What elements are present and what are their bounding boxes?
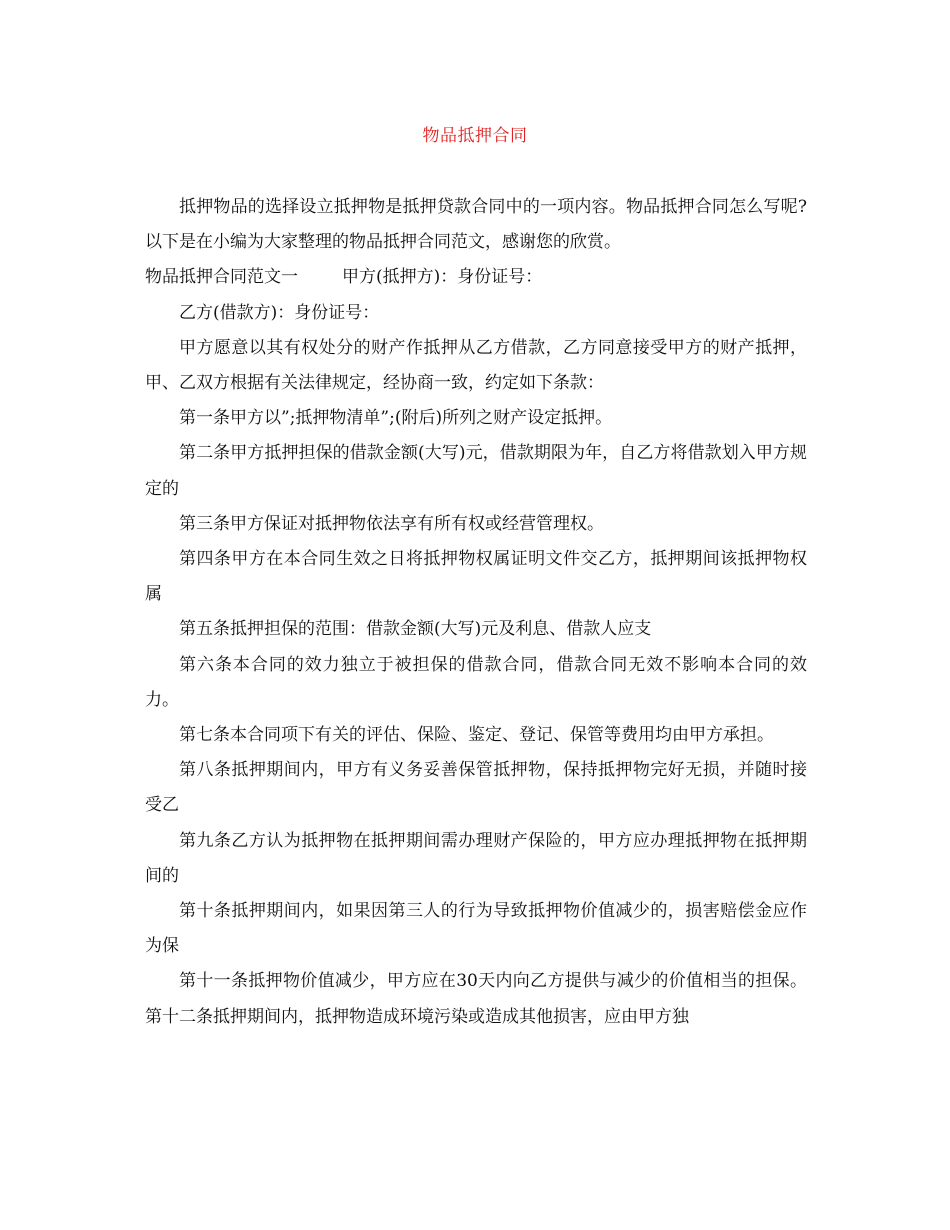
clause-2: 第二条甲方抵押担保的借款金额(大写)元，借款期限为年，自乙方将借款划入甲方规定的 <box>145 443 807 499</box>
clause-5: 第五条抵押担保的范围：借款金额(大写)元及利息、借款人应支 <box>179 619 652 640</box>
clause-1: 第一条甲方以”;抵押物清单”;(附后)所列之财产设定抵押。 <box>179 408 613 429</box>
clause-8: 第八条抵押期间内，甲方有义务妥善保管抵押物，保持抵押物完好无损，并随时接受乙 <box>145 760 807 816</box>
clause-11-12: 第十一条抵押物价值减少，甲方应在30天内向乙方提供与减少的价值相当的担保。 第十二条抵押期间内，抵押物造成环境污染或造成其他损害，应由甲方独 <box>145 971 807 1027</box>
clause-6: 第六条本合同的效力独立于被担保的借款合同，借款合同无效不影响本合同的效力。 <box>145 654 807 710</box>
paragraph-party-b: 乙方(借款方)：身份证号： <box>179 302 380 323</box>
party-a-line: 甲方(抵押方)：身份证号： <box>342 267 543 288</box>
clause-4: 第四条甲方在本合同生效之日将抵押物权属证明文件交乙方，抵押期间该抵押物权属 <box>145 549 807 605</box>
paragraph-intro: 抵押物品的选择设立抵押物是抵押贷款合同中的一项内容。物品抵押合同怎么写呢?以下是在小编为大家整理的物品抵押合同范文，感谢您的欣赏。 <box>145 197 807 253</box>
paragraph-sample-heading <box>145 260 807 295</box>
document-title: 物品抵押合同 <box>422 126 528 146</box>
sample-heading: 物品抵押合同范文一 <box>145 267 298 288</box>
document-body <box>145 190 807 1035</box>
clause-9: 第九条乙方认为抵押物在抵押期间需办理财产保险的，甲方应办理抵押物在抵押期间的 <box>145 830 807 886</box>
paragraph-agreement: 甲方愿意以其有权处分的财产作抵押从乙方借款，乙方同意接受甲方的财产抵押，甲、乙双方根据有关法律规定，经协商一致，约定如下条款： <box>145 337 807 394</box>
clause-10: 第十条抵押期间内，如果因第三人的行为导致抵押物价值减少的，损害赔偿金应作为保 <box>145 901 807 957</box>
clause-3: 第三条甲方保证对抵押物依法享有所有权或经营管理权。 <box>179 513 604 534</box>
clause-7: 第七条本合同项下有关的评估、保险、鉴定、登记、保管等费用均由甲方承担。 <box>179 725 774 746</box>
